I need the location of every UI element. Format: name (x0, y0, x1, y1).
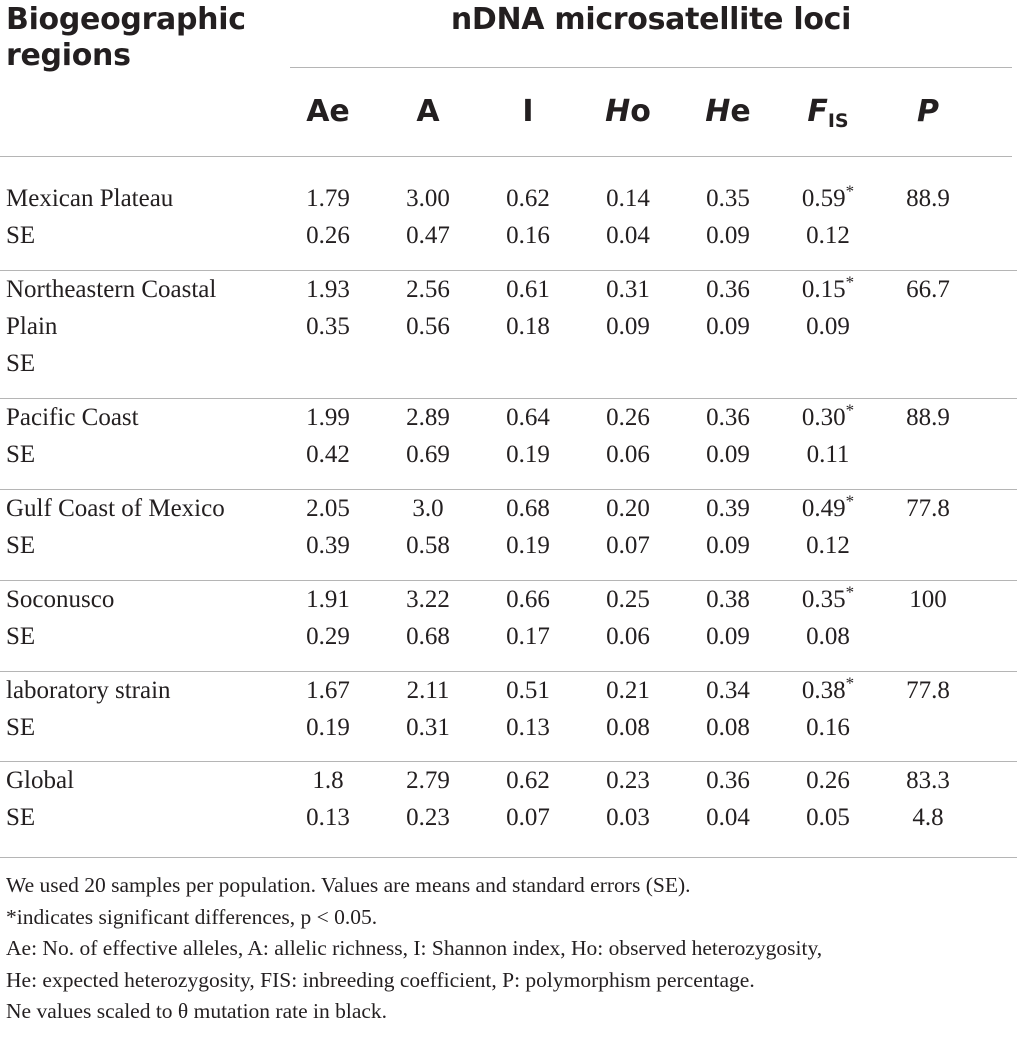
cell-fis: 0.49* (801, 491, 855, 522)
footnote-significance: *indicates significant differences, p < 0.05. (6, 904, 378, 929)
cell-he: 0.09 (706, 221, 750, 249)
column-header-ho: Ho (605, 94, 651, 129)
cell-ae: 0.39 (306, 531, 350, 559)
table-row-group (0, 490, 1017, 581)
table-row-se (0, 308, 1017, 345)
cell-ae: 1.93 (306, 275, 350, 303)
cell-a: 0.23 (406, 803, 450, 831)
region-name: Northeastern Coastal (6, 275, 217, 303)
column-header-ae: Ae (306, 94, 350, 129)
cell-ho: 0.21 (606, 676, 650, 704)
cell-p: 83.3 (906, 766, 950, 794)
cell-he: 0.35 (706, 184, 750, 212)
table-row-se (0, 217, 1017, 254)
table-row-mean (0, 271, 1017, 308)
table-row-group (0, 180, 1017, 271)
table-row-se-label (0, 345, 1017, 382)
cell-p: 77.8 (906, 676, 950, 704)
cell-i: 0.16 (506, 221, 550, 249)
se-label: SE (6, 622, 36, 650)
cell-ho: 0.06 (606, 440, 650, 468)
cell-ho: 0.26 (606, 403, 650, 431)
table-row-mean (0, 672, 1017, 709)
cell-ae: 1.91 (306, 585, 350, 613)
cell-he: 0.36 (706, 275, 750, 303)
cell-he: 0.36 (706, 403, 750, 431)
region-name: Soconusco (6, 585, 115, 613)
column-header-a: A (416, 94, 440, 129)
cell-i: 0.62 (506, 184, 550, 212)
column-header-i: I (522, 94, 534, 129)
cell-p: 100 (909, 585, 947, 613)
table-row-se (0, 618, 1017, 655)
region-name: laboratory strain (6, 676, 171, 704)
cell-ae: 0.42 (306, 440, 350, 468)
table-row-group (0, 762, 1017, 858)
cell-a: 0.58 (406, 531, 450, 559)
cell-ho: 0.06 (606, 622, 650, 650)
cell-ae: 0.19 (306, 713, 350, 741)
cell-ho: 0.04 (606, 221, 650, 249)
column-header-p: P (917, 94, 939, 129)
region-name: Gulf Coast of Mexico (6, 494, 225, 522)
cell-a: 3.22 (406, 585, 450, 613)
cell-a: 0.56 (406, 312, 450, 340)
cell-he: 0.04 (706, 803, 750, 831)
table-row-group (0, 581, 1017, 672)
se-label: SE (6, 803, 36, 831)
table-row-group (0, 271, 1017, 399)
cell-i: 0.64 (506, 403, 550, 431)
table-row-se (0, 799, 1017, 836)
table-row-se (0, 709, 1017, 746)
cell-ho: 0.09 (606, 312, 650, 340)
footnote-abbreviations: Ae: No. of effective alleles, A: allelic richness, I: Shannon index, Ho: observed heterozygosity, (6, 936, 823, 960)
cell-fis: 0.08 (806, 622, 850, 650)
cell-p: 88.9 (906, 184, 950, 212)
table-footnotes (6, 870, 1016, 1028)
cell-p: 66.7 (906, 275, 950, 303)
region-name: Mexican Plateau (6, 184, 174, 212)
cell-i: 0.07 (506, 803, 550, 831)
cell-ho: 0.20 (606, 494, 650, 522)
table-body (0, 180, 1017, 858)
loci-group-header: nDNA microsatellite loci (450, 2, 852, 37)
cell-i: 0.61 (506, 275, 550, 303)
table-row-mean (0, 490, 1017, 527)
region-name: Pacific Coast (6, 403, 139, 431)
cell-i: 0.19 (506, 440, 550, 468)
cell-ae: 1.99 (306, 403, 350, 431)
cell-ae: 2.05 (306, 494, 350, 522)
cell-he: 0.38 (706, 585, 750, 613)
cell-he: 0.39 (706, 494, 750, 522)
table-row-group (0, 399, 1017, 490)
cell-i: 0.68 (506, 494, 550, 522)
cell-fis: 0.38* (801, 673, 855, 704)
cell-ho: 0.25 (606, 585, 650, 613)
cell-ae: 0.26 (306, 221, 350, 249)
cell-a: 0.47 (406, 221, 450, 249)
table-row-mean (0, 399, 1017, 436)
table-row-mean (0, 180, 1017, 217)
cell-p: 88.9 (906, 403, 950, 431)
column-header-he: He (705, 94, 751, 129)
cell-fis: 0.11 (806, 440, 850, 468)
se-label: SE (6, 531, 36, 559)
cell-ho: 0.14 (606, 184, 650, 212)
region-name: Global (6, 766, 75, 794)
cell-ae: 0.29 (306, 622, 350, 650)
region-name-continued: Plain (6, 312, 58, 340)
table-row-se (0, 436, 1017, 473)
cell-fis: 0.09 (806, 312, 850, 340)
table-row-se (0, 527, 1017, 564)
cell-fis: 0.59* (801, 181, 855, 212)
footnote-abbreviations-continued: He: expected heterozygosity, FIS: inbreeding coefficient, P: polymorphism percentage. (6, 967, 755, 992)
cell-he: 0.09 (706, 440, 750, 468)
cell-a: 2.56 (406, 275, 450, 303)
cell-ho: 0.07 (606, 531, 650, 559)
cell-ae: 1.8 (312, 766, 344, 794)
cell-i: 0.18 (506, 312, 550, 340)
cell-he: 0.09 (706, 622, 750, 650)
table-row-mean (0, 581, 1017, 618)
cell-ae: 0.13 (306, 803, 350, 831)
cell-he: 0.09 (706, 312, 750, 340)
cell-fis: 0.05 (806, 803, 850, 831)
se-label: SE (6, 349, 36, 377)
footnote-ne-values: Ne values scaled to θ mutation rate in black. (6, 999, 388, 1023)
table-row-mean (0, 762, 1017, 799)
cell-fis: 0.12 (806, 531, 850, 559)
cell-ae: 0.35 (306, 312, 350, 340)
cell-i: 0.13 (506, 713, 550, 741)
se-label: SE (6, 440, 36, 468)
cell-i: 0.66 (506, 585, 550, 613)
region-column-header: Biogeographic regions (6, 2, 246, 73)
cell-a: 3.00 (406, 184, 450, 212)
cell-he: 0.09 (706, 531, 750, 559)
table-row-group (0, 672, 1017, 762)
cell-ho: 0.23 (606, 766, 650, 794)
cell-ho: 0.31 (606, 275, 650, 303)
cell-p: 77.8 (906, 494, 950, 522)
cell-a: 3.0 (412, 494, 444, 522)
cell-a: 0.68 (406, 622, 450, 650)
se-label: SE (6, 221, 36, 249)
cell-ae: 1.79 (306, 184, 350, 212)
cell-he: 0.34 (706, 676, 750, 704)
cell-fis: 0.35* (801, 582, 855, 613)
cell-p: 4.8 (912, 803, 944, 831)
cell-i: 0.19 (506, 531, 550, 559)
cell-fis: 0.30* (801, 400, 855, 431)
cell-a: 2.11 (406, 676, 450, 704)
cell-he: 0.08 (706, 713, 750, 741)
cell-i: 0.62 (506, 766, 550, 794)
cell-fis: 0.26 (806, 766, 850, 794)
se-label: SE (6, 713, 36, 741)
cell-fis: 0.16 (806, 713, 850, 741)
cell-fis: 0.12 (806, 221, 850, 249)
footnote-samples: We used 20 samples per population. Values are means and standard errors (SE). (6, 873, 691, 897)
cell-i: 0.17 (506, 622, 550, 650)
cell-a: 2.89 (406, 403, 450, 431)
cell-he: 0.36 (706, 766, 750, 794)
cell-a: 0.31 (406, 713, 450, 741)
cell-ae: 1.67 (306, 676, 350, 704)
header-bottom-rule (0, 156, 1012, 157)
group-header-rule (290, 67, 1012, 68)
cell-i: 0.51 (506, 676, 550, 704)
cell-ho: 0.03 (606, 803, 650, 831)
cell-ho: 0.08 (606, 713, 650, 741)
column-header-fis: $F_{IS}$ (807, 94, 849, 132)
cell-fis: 0.15* (801, 272, 855, 303)
cell-a: 0.69 (406, 440, 450, 468)
cell-a: 2.79 (406, 766, 450, 794)
